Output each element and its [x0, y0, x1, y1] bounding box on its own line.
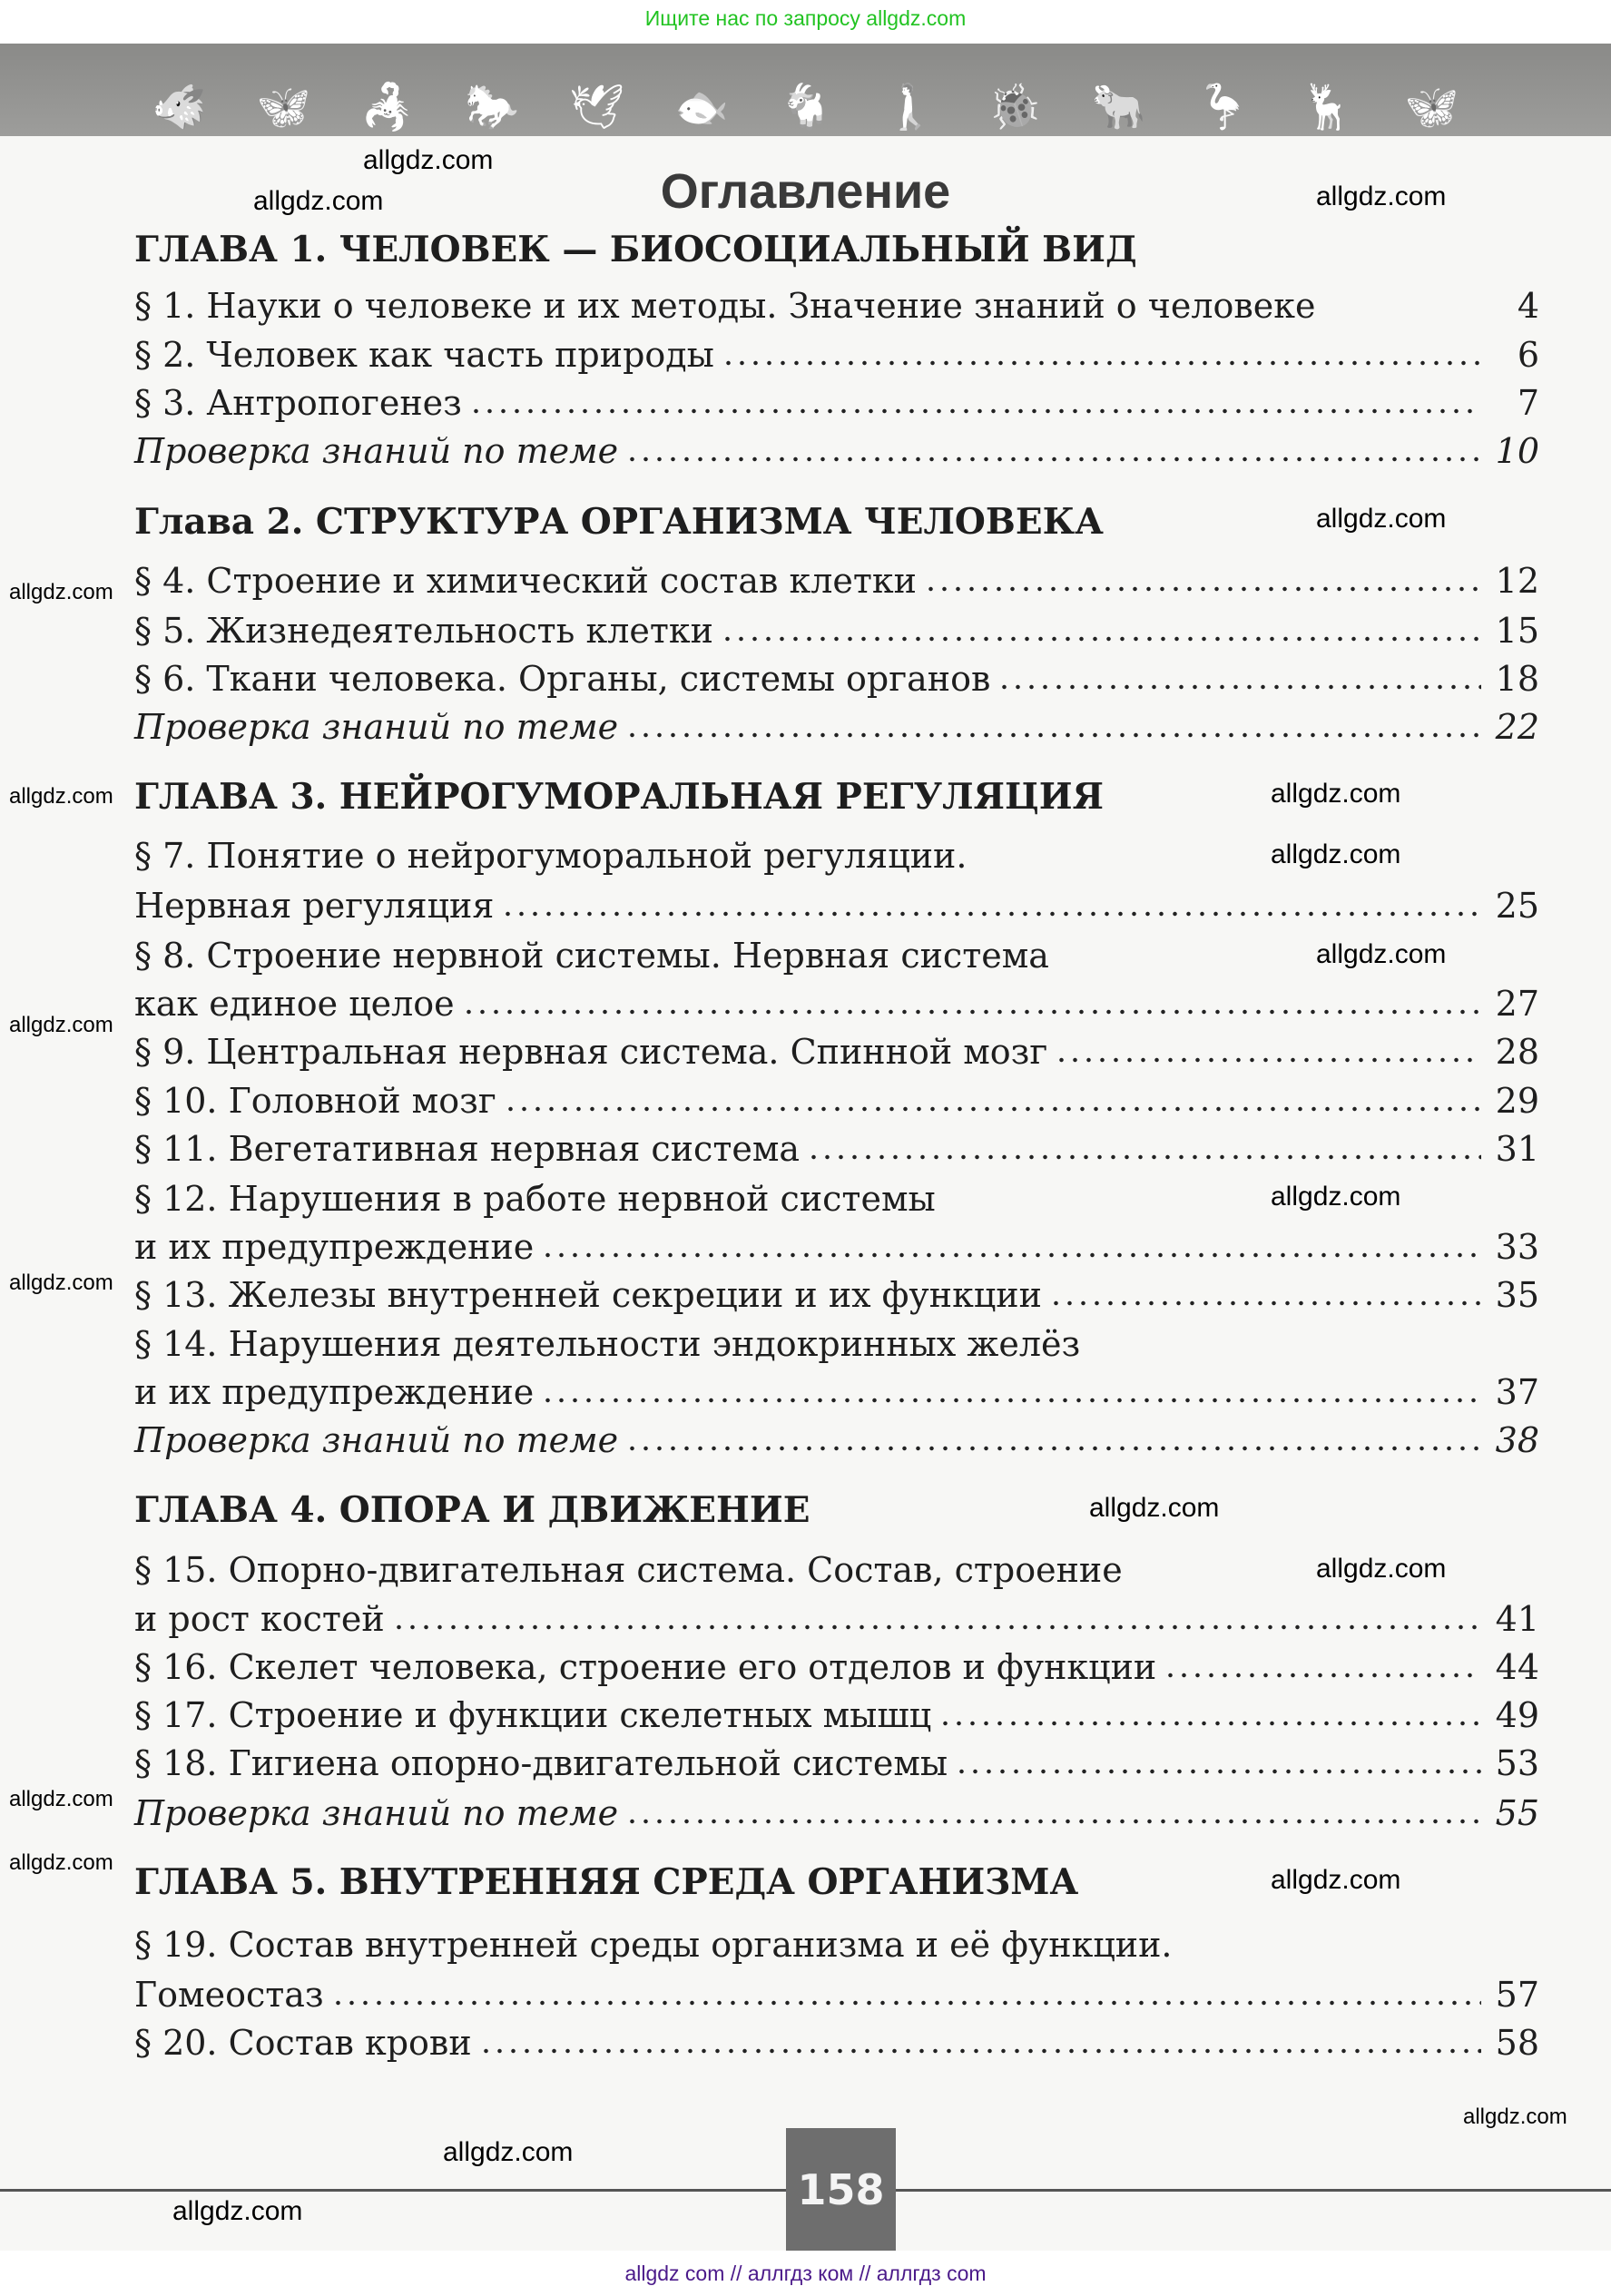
bull-icon: 🐂: [1091, 82, 1146, 132]
page-ref: 57: [1495, 1975, 1539, 2015]
entry-title: Проверка знаний по теме: [134, 431, 619, 471]
entry-title: § 15. Опорно-двигательная система. Состав, строение: [134, 1550, 1123, 1590]
entry-title: ГЛАВА 3. НЕЙРОГУМОРАЛЬНАЯ РЕГУЛЯЦИЯ: [134, 776, 1104, 818]
chapter-heading: [134, 1489, 1539, 1531]
dot-leader: [1055, 1057, 1481, 1063]
entry-title: § 12. Нарушения в работе нервной системы: [134, 1179, 936, 1219]
knowledge-check-entry[interactable]: [134, 1420, 1539, 1460]
entry-title: § 2. Человек как часть природы: [134, 335, 714, 375]
toc-entry[interactable]: [134, 561, 1539, 601]
entry-title: Гомеостаз: [134, 1975, 324, 2015]
toc-entry[interactable]: [134, 1975, 1539, 2015]
entry-title: ГЛАВА 5. ВНУТРЕННЯЯ СРЕДА ОРГАНИЗМА: [134, 1861, 1079, 1903]
page-ref: 12: [1495, 561, 1539, 601]
entry-title: § 13. Железы внутренней секреции и их функции: [134, 1275, 1042, 1315]
chapter-heading: [134, 229, 1539, 270]
watermark: allgdz.com: [1271, 839, 1401, 869]
page-ref: 18: [1495, 659, 1539, 699]
page-ref: 35: [1495, 1275, 1539, 1315]
dot-leader: [625, 1819, 1481, 1824]
entry-title: и их предупреждение: [134, 1372, 535, 1412]
dot-leader: [938, 1721, 1481, 1726]
toc-entry[interactable]: [134, 1324, 1539, 1364]
toc-entry[interactable]: [134, 1647, 1539, 1687]
page-ref: 37: [1495, 1372, 1539, 1412]
entry-title: Проверка знаний по теме: [134, 1420, 619, 1460]
page-ref: 33: [1495, 1227, 1539, 1267]
dot-leader: [807, 1154, 1481, 1160]
toc-entry[interactable]: [134, 1695, 1539, 1735]
dot-leader: [479, 2048, 1481, 2054]
dot-leader: [462, 1009, 1481, 1015]
page-ref: 53: [1495, 1743, 1539, 1783]
entry-title: § 4. Строение и химический состав клетки: [134, 561, 917, 601]
dot-leader: [997, 684, 1481, 690]
watermark: allgdz.com: [172, 2196, 303, 2226]
watermark: allgdz.com: [9, 1850, 113, 1875]
dot-leader: [625, 1446, 1481, 1451]
dot-leader: [541, 1398, 1481, 1403]
toc-entry[interactable]: [134, 1372, 1539, 1412]
page-ref: 27: [1495, 984, 1539, 1024]
watermark: allgdz.com: [1316, 1554, 1447, 1584]
dot-leader: [625, 732, 1481, 738]
entry-title: § 20. Состав крови: [134, 2023, 472, 2063]
entry-title: и рост костей: [134, 1599, 385, 1639]
watermark: allgdz.com: [1271, 1182, 1401, 1212]
entry-title: § 11. Вегетативная нервная система: [134, 1129, 801, 1169]
toc-entry[interactable]: [134, 1599, 1539, 1639]
toc-entry[interactable]: [134, 1925, 1539, 1965]
antelope-icon: 🦌: [1300, 82, 1355, 132]
dot-leader: [722, 360, 1481, 366]
watermark: allgdz.com: [1316, 939, 1447, 969]
horse-icon: 🐎: [465, 82, 520, 132]
watermark: allgdz.com: [9, 1013, 113, 1037]
page-ref: 7: [1517, 383, 1539, 423]
page-number: 158: [786, 2128, 896, 2251]
page-ref: 28: [1495, 1032, 1539, 1072]
human-icon: 🚶: [883, 82, 938, 132]
page-ref: 25: [1495, 886, 1539, 926]
fish-icon: 🐟: [674, 82, 730, 132]
watermark: allgdz.com: [1316, 504, 1447, 534]
watermark: allgdz.com: [1271, 779, 1401, 809]
entry-title: § 8. Строение нервной системы. Нервная система: [134, 936, 1049, 976]
watermark: allgdz.com: [1316, 182, 1447, 211]
toc-entry[interactable]: [134, 659, 1539, 699]
entry-title: § 14. Нарушения деятельности эндокринных желёз: [134, 1324, 1081, 1364]
dot-leader: [955, 1769, 1481, 1774]
dot-leader: [504, 1106, 1481, 1112]
entry-title: § 17. Строение и функции скелетных мышц: [134, 1695, 932, 1735]
toc-entry[interactable]: [134, 383, 1539, 423]
page-ref: 4: [1517, 286, 1539, 326]
dot-leader: [924, 586, 1481, 592]
watermark: allgdz.com: [253, 186, 384, 216]
entry-title: § 3. Антропогенез: [134, 383, 462, 423]
entry-title: § 16. Скелет человека, строение его отделов и функции: [134, 1647, 1157, 1687]
dot-leader: [469, 408, 1481, 414]
dot-leader: [541, 1252, 1481, 1258]
dot-leader: [331, 2000, 1481, 2006]
entry-title: Нервная регуляция: [134, 886, 495, 926]
entry-title: Проверка знаний по теме: [134, 1793, 619, 1833]
search-hint-banner: Ищите нас по запросу allgdz.com: [0, 0, 1611, 44]
entry-title: § 18. Гигиена опорно-двигательной системы: [134, 1743, 948, 1783]
entry-title: § 1. Науки о человеке и их методы. Значение знаний о человеке: [134, 286, 1316, 326]
page-ref: 44: [1495, 1647, 1539, 1687]
bird-icon: 🕊: [569, 82, 625, 132]
toc-entry[interactable]: [134, 611, 1539, 651]
animal-silhouette-banner: [0, 44, 1611, 136]
knowledge-check-entry[interactable]: [134, 1793, 1539, 1833]
dot-leader: [625, 456, 1481, 462]
toc-entry[interactable]: [134, 335, 1539, 375]
toc-entry[interactable]: [134, 984, 1539, 1024]
toc-entry[interactable]: [134, 1227, 1539, 1267]
watermark: allgdz.com: [9, 784, 113, 809]
toc-entry[interactable]: [134, 1081, 1539, 1121]
boar-icon: 🐗: [152, 82, 207, 132]
knowledge-check-entry[interactable]: [134, 707, 1539, 747]
knowledge-check-entry[interactable]: [134, 431, 1539, 471]
entry-title: ГЛАВА 4. ОПОРА И ДВИЖЕНИЕ: [134, 1489, 810, 1531]
watermark: allgdz.com: [363, 145, 494, 175]
scorpion-icon: 🦂: [360, 82, 416, 132]
entry-title: § 7. Понятие о нейрогуморальной регуляции.: [134, 836, 968, 876]
toc-entry[interactable]: [134, 286, 1539, 326]
page-ref: 31: [1495, 1129, 1539, 1169]
insect-icon: 🐞: [987, 82, 1042, 132]
entry-title: ГЛАВА 1. ЧЕЛОВЕК — БИОСОЦИАЛЬНЫЙ ВИД: [134, 229, 1137, 270]
toc-entry[interactable]: [134, 886, 1539, 926]
page-title: Оглавление: [660, 164, 951, 219]
page-ref: 58: [1495, 2023, 1539, 2063]
watermark: allgdz.com: [1089, 1493, 1220, 1523]
ostrich-icon: 🦩: [1195, 82, 1251, 132]
toc-entry[interactable]: [134, 1743, 1539, 1783]
dot-leader: [1049, 1300, 1481, 1306]
page-ref: 38: [1495, 1420, 1539, 1460]
page-ref: 49: [1495, 1695, 1539, 1735]
butterfly-icon: 🦋: [1404, 82, 1459, 132]
toc-entry[interactable]: [134, 1275, 1539, 1315]
entry-title: § 19. Состав внутренней среды организма и её функции.: [134, 1925, 1173, 1965]
watermark: allgdz.com: [1463, 2105, 1567, 2129]
dot-leader: [501, 911, 1481, 917]
watermark: allgdz.com: [443, 2137, 574, 2167]
goat-icon: 🐐: [779, 82, 833, 132]
page-ref: 6: [1517, 335, 1539, 375]
toc-entry[interactable]: [134, 1129, 1539, 1169]
watermark: allgdz.com: [1271, 1865, 1401, 1895]
entry-title: § 9. Центральная нервная система. Спинной мозг: [134, 1032, 1048, 1072]
entry-title: Проверка знаний по теме: [134, 707, 619, 747]
page-ref: 22: [1495, 707, 1539, 747]
watermark: allgdz.com: [9, 1271, 113, 1295]
page-ref: 29: [1495, 1081, 1539, 1121]
toc-entry[interactable]: [134, 2023, 1539, 2063]
toc-entry[interactable]: [134, 1032, 1539, 1072]
butterfly-icon: 🦋: [256, 82, 311, 132]
page-ref: 15: [1495, 611, 1539, 651]
entry-title: § 10. Головной мозг: [134, 1081, 496, 1121]
page-ref: 10: [1495, 431, 1539, 471]
watermark: allgdz.com: [9, 580, 113, 604]
entry-title: и их предупреждение: [134, 1227, 535, 1267]
entry-title: Глава 2. СТРУКТУРА ОРГАНИЗМА ЧЕЛОВЕКА: [134, 501, 1104, 543]
dot-leader: [392, 1624, 1481, 1630]
entry-title: как единое целое: [134, 984, 455, 1024]
page-ref: 41: [1495, 1599, 1539, 1639]
entry-title: § 6. Ткани человека. Органы, системы органов: [134, 659, 991, 699]
site-footer-note: allgdz com // аллгдз ком // аллгдз com: [0, 2251, 1611, 2293]
dot-leader: [1322, 311, 1481, 317]
dot-leader: [1164, 1673, 1481, 1678]
entry-title: § 5. Жизнедеятельность клетки: [134, 611, 713, 651]
dot-leader: [721, 636, 1481, 642]
page-ref: 55: [1495, 1793, 1539, 1833]
watermark: allgdz.com: [9, 1787, 113, 1811]
